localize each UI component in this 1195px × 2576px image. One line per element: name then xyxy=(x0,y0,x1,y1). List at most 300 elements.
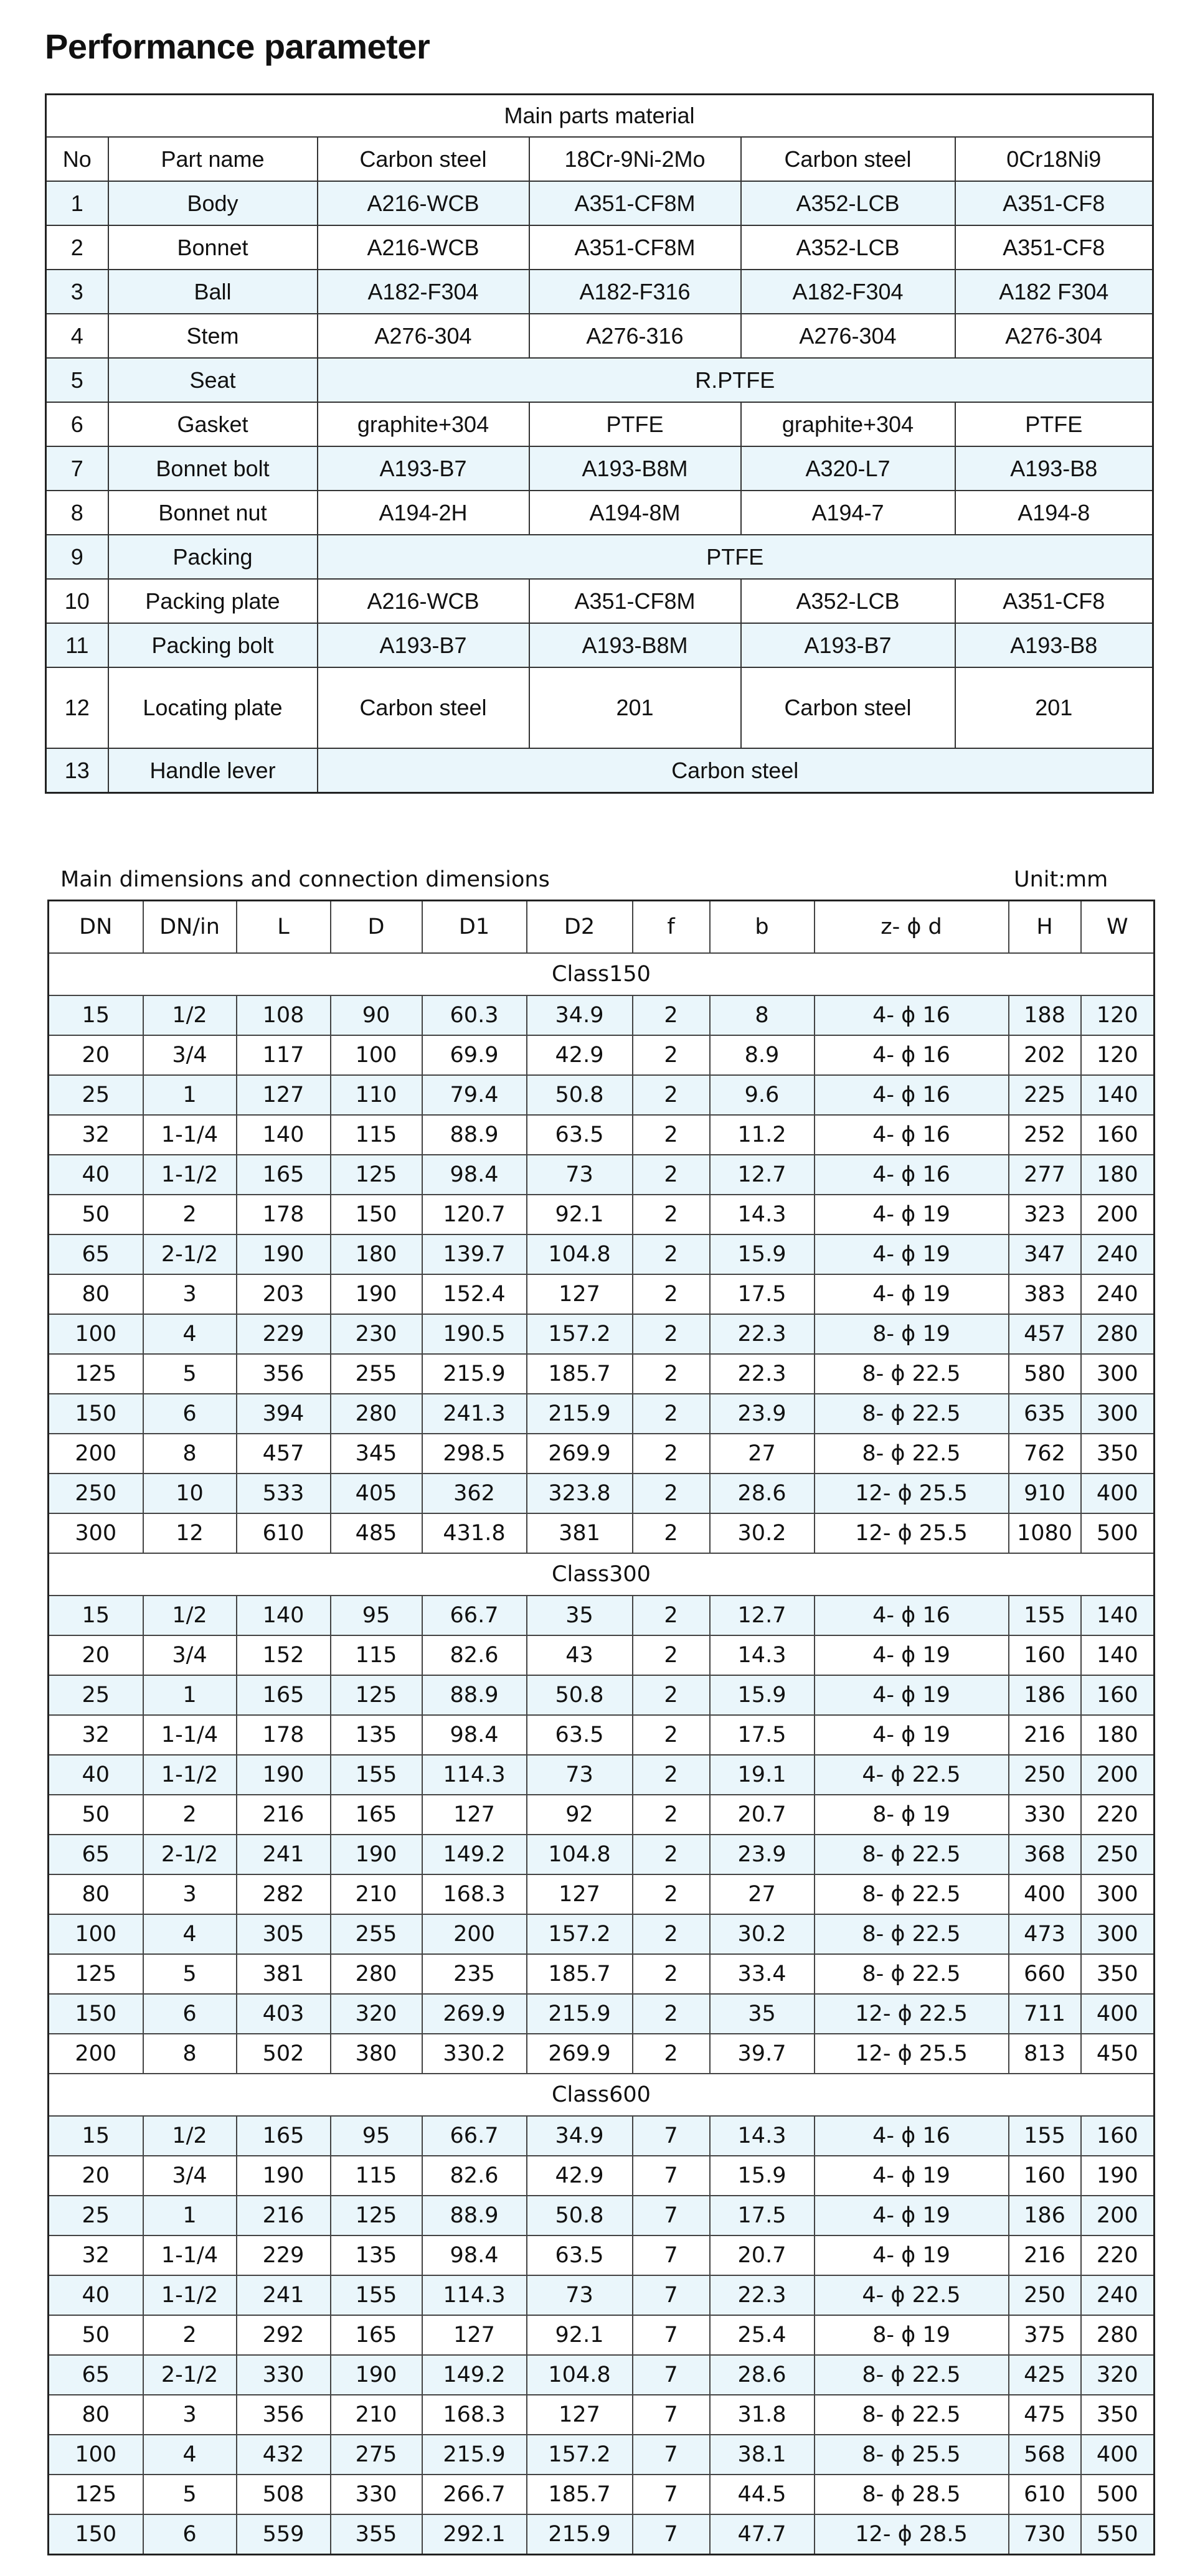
dimensions-cell: 7 xyxy=(633,2435,710,2475)
dimensions-cell: 215.9 xyxy=(527,1394,633,1434)
dimensions-cell: 8- ϕ 19 xyxy=(815,2315,1009,2355)
dimensions-cell: 155 xyxy=(331,2275,422,2315)
dimensions-cell: 155 xyxy=(331,1755,422,1795)
dimensions-cell: 4- ϕ 19 xyxy=(815,1635,1009,1675)
dimensions-header-cell: D1 xyxy=(422,901,527,954)
dimensions-cell: 40 xyxy=(49,2275,143,2315)
dimensions-row xyxy=(49,2355,1155,2395)
dimensions-cell: 4- ϕ 16 xyxy=(815,1035,1009,1075)
dimensions-cell: 165 xyxy=(237,1155,331,1195)
dimensions-cell: 8- ϕ 19 xyxy=(815,1314,1009,1354)
dimensions-cell: 2 xyxy=(633,1635,710,1675)
materials-row xyxy=(46,358,1153,402)
dimensions-cell: 108 xyxy=(237,995,331,1035)
dimensions-cell: 7 xyxy=(633,2475,710,2514)
dimensions-cell: 350 xyxy=(1081,2395,1155,2435)
dimensions-cell: 180 xyxy=(331,1234,422,1274)
dimensions-cell: 33.4 xyxy=(710,1954,815,1994)
dimensions-cell: 15 xyxy=(49,2116,143,2156)
dimensions-header-cell: f xyxy=(633,901,710,954)
dimensions-cell: 80 xyxy=(49,1274,143,1314)
dimensions-cell: 4- ϕ 16 xyxy=(815,1155,1009,1195)
dimensions-cell: 300 xyxy=(1081,1914,1155,1954)
dimensions-cell: 280 xyxy=(331,1394,422,1434)
dimensions-cell: 80 xyxy=(49,1874,143,1914)
dimensions-row xyxy=(49,1635,1155,1675)
dimensions-cell: 4- ϕ 19 xyxy=(815,2235,1009,2275)
dimensions-cell: 115 xyxy=(331,1635,422,1675)
dimensions-cell: 125 xyxy=(331,1155,422,1195)
materials-row xyxy=(46,314,1153,358)
dimensions-cell: 168.3 xyxy=(422,1874,527,1914)
materials-cell: 10 xyxy=(46,579,108,623)
materials-cell: A182-F316 xyxy=(529,270,741,314)
dimensions-cell: 400 xyxy=(1081,1994,1155,2034)
dimensions-cell: 8.9 xyxy=(710,1035,815,1075)
materials-header-cell: Carbon steel xyxy=(318,137,529,181)
class-heading: Class150 xyxy=(49,953,1155,995)
dimensions-row xyxy=(49,2275,1155,2315)
dimensions-cell: 6 xyxy=(143,2514,237,2555)
materials-cell: Ball xyxy=(108,270,318,314)
dimensions-cell: 2 xyxy=(633,1954,710,1994)
dimensions-row xyxy=(49,2475,1155,2514)
dimensions-cell: 139.7 xyxy=(422,1234,527,1274)
dimensions-cell: 4- ϕ 19 xyxy=(815,1195,1009,1234)
dimensions-cell: 50.8 xyxy=(527,2196,633,2235)
dimensions-cell: 280 xyxy=(1081,1314,1155,1354)
dimensions-cell: 568 xyxy=(1009,2435,1081,2475)
dimensions-cell: 2 xyxy=(633,1354,710,1394)
dimensions-row xyxy=(49,1394,1155,1434)
dimensions-cell: 355 xyxy=(331,2514,422,2555)
dimensions-cell: 241 xyxy=(237,1835,331,1874)
dimensions-cell: 292 xyxy=(237,2315,331,2355)
dimensions-row xyxy=(49,2435,1155,2475)
dimensions-cell: 255 xyxy=(331,1354,422,1394)
dimensions-header-cell: L xyxy=(237,901,331,954)
dimensions-cell: 345 xyxy=(331,1434,422,1474)
dimensions-cell: 185.7 xyxy=(527,1954,633,1994)
dimensions-cell: 2 xyxy=(143,2315,237,2355)
dimensions-cell: 82.6 xyxy=(422,2156,527,2196)
dimensions-cell: 22.3 xyxy=(710,1314,815,1354)
dimensions-cell: 250 xyxy=(1009,1755,1081,1795)
dimensions-cell: 90 xyxy=(331,995,422,1035)
dimensions-cell: 216 xyxy=(1009,2235,1081,2275)
dimensions-cell: 383 xyxy=(1009,1274,1081,1314)
dimensions-cell: 25 xyxy=(49,1075,143,1115)
materials-cell: A276-304 xyxy=(318,314,529,358)
dimensions-cell: 35 xyxy=(710,1994,815,2034)
dimensions-cell: 2 xyxy=(633,1234,710,1274)
dimensions-cell: 190.5 xyxy=(422,1314,527,1354)
dimensions-cell: 240 xyxy=(1081,1274,1155,1314)
dimensions-cell: 500 xyxy=(1081,2475,1155,2514)
dimensions-cell: 300 xyxy=(49,1513,143,1553)
dimensions-cell: 215.9 xyxy=(527,1994,633,2034)
dimensions-cell: 292.1 xyxy=(422,2514,527,2555)
dimensions-cell: 15 xyxy=(49,995,143,1035)
dimensions-cell: 12- ϕ 25.5 xyxy=(815,1474,1009,1513)
dimensions-cell: 150 xyxy=(49,1994,143,2034)
dimensions-cell: 350 xyxy=(1081,1954,1155,1994)
dimensions-cell: 160 xyxy=(1081,2116,1155,2156)
dimensions-cell: 250 xyxy=(1081,1835,1155,1874)
dimensions-cell: 4- ϕ 16 xyxy=(815,2116,1009,2156)
dimensions-cell: 63.5 xyxy=(527,1115,633,1155)
dimensions-cell: 14.3 xyxy=(710,1635,815,1675)
materials-row xyxy=(46,446,1153,491)
dimensions-cell: 7 xyxy=(633,2395,710,2435)
dimensions-cell: 4 xyxy=(143,1314,237,1354)
materials-cell: PTFE xyxy=(955,402,1153,446)
dimensions-cell: 220 xyxy=(1081,2235,1155,2275)
materials-header-cell: 18Cr-9Ni-2Mo xyxy=(529,137,741,181)
dimensions-cell: 432 xyxy=(237,2435,331,2475)
dimensions-cell: 117 xyxy=(237,1035,331,1075)
dimensions-cell: 282 xyxy=(237,1874,331,1914)
dimensions-cell: 155 xyxy=(1009,2116,1081,2156)
dimensions-cell: 100 xyxy=(49,1314,143,1354)
dimensions-cell: 2 xyxy=(633,1675,710,1715)
dimensions-cell: 188 xyxy=(1009,995,1081,1035)
dimensions-cell: 405 xyxy=(331,1474,422,1513)
dimensions-cell: 323.8 xyxy=(527,1474,633,1513)
dimensions-cell: 200 xyxy=(49,2034,143,2074)
dimensions-cell: 47.7 xyxy=(710,2514,815,2555)
dimensions-cell: 2 xyxy=(633,1035,710,1075)
dimensions-row xyxy=(49,1914,1155,1954)
dimensions-cell: 356 xyxy=(237,2395,331,2435)
dimensions-cell: 82.6 xyxy=(422,1635,527,1675)
dimensions-cell: 4- ϕ 19 xyxy=(815,1274,1009,1314)
materials-cell: Locating plate xyxy=(108,667,318,748)
dimensions-cell: 80 xyxy=(49,2395,143,2435)
dimensions-cell: 2 xyxy=(633,1274,710,1314)
dimensions-cell: 508 xyxy=(237,2475,331,2514)
dimensions-cell: 125 xyxy=(331,2196,422,2235)
dimensions-cell: 1 xyxy=(143,2196,237,2235)
dimensions-cell: 210 xyxy=(331,1874,422,1914)
dimensions-cell: 4- ϕ 22.5 xyxy=(815,1755,1009,1795)
dimensions-cell: 8- ϕ 19 xyxy=(815,1795,1009,1835)
dimensions-cell: 185.7 xyxy=(527,1354,633,1394)
materials-cell: 6 xyxy=(46,402,108,446)
dimensions-cell: 35 xyxy=(527,1596,633,1635)
dimensions-cell: 7 xyxy=(633,2275,710,2315)
dimensions-cell: 150 xyxy=(49,2514,143,2555)
materials-header-cell: Part name xyxy=(108,137,318,181)
dimensions-cell: 400 xyxy=(1081,2435,1155,2475)
dimensions-cell: 8 xyxy=(710,995,815,1035)
dimensions-cell: 88.9 xyxy=(422,1115,527,1155)
dimensions-cell: 8- ϕ 22.5 xyxy=(815,1914,1009,1954)
dimensions-cell: 92.1 xyxy=(527,1195,633,1234)
dimensions-cell: 95 xyxy=(331,1596,422,1635)
dimensions-cell: 362 xyxy=(422,1474,527,1513)
dimensions-cell: 125 xyxy=(49,1354,143,1394)
dimensions-cell: 320 xyxy=(1081,2355,1155,2395)
dimensions-cell: 4- ϕ 19 xyxy=(815,1675,1009,1715)
dimensions-cell: 216 xyxy=(237,2196,331,2235)
dimensions-cell: 403 xyxy=(237,1994,331,2034)
dimensions-header-cell: DN xyxy=(49,901,143,954)
dimensions-header-cell: b xyxy=(710,901,815,954)
dimensions-cell: 8- ϕ 25.5 xyxy=(815,2435,1009,2475)
dimensions-cell: 330 xyxy=(1009,1795,1081,1835)
dimensions-cell: 350 xyxy=(1081,1434,1155,1474)
materials-cell: A193-B8M xyxy=(529,446,741,491)
dimensions-cell: 178 xyxy=(237,1715,331,1755)
dimensions-cell: 12- ϕ 28.5 xyxy=(815,2514,1009,2555)
dimensions-cell: 165 xyxy=(331,2315,422,2355)
dimensions-cell: 127 xyxy=(527,2395,633,2435)
dimensions-cell: 2 xyxy=(143,1795,237,1835)
dimensions-cell: 330 xyxy=(331,2475,422,2514)
dimensions-cell: 347 xyxy=(1009,1234,1081,1274)
dimensions-cell: 135 xyxy=(331,1715,422,1755)
dimensions-cell: 120.7 xyxy=(422,1195,527,1234)
dimensions-cell: 368 xyxy=(1009,1835,1081,1874)
dimensions-cell: 1 xyxy=(143,1075,237,1115)
materials-row xyxy=(46,402,1153,446)
dimensions-cell: 8- ϕ 22.5 xyxy=(815,1434,1009,1474)
dimensions-cell: 190 xyxy=(331,1835,422,1874)
dimensions-cell: 114.3 xyxy=(422,1755,527,1795)
dimensions-cell: 200 xyxy=(1081,1755,1155,1795)
dimensions-cell: 20 xyxy=(49,1635,143,1675)
dimensions-header-cell: DN/in xyxy=(143,901,237,954)
materials-cell: graphite+304 xyxy=(318,402,529,446)
dimensions-cell: 220 xyxy=(1081,1795,1155,1835)
class-heading: Class600 xyxy=(49,2074,1155,2116)
dimensions-cell: 320 xyxy=(331,1994,422,2034)
dimensions-cell: 39.7 xyxy=(710,2034,815,2074)
dimensions-cell: 711 xyxy=(1009,1994,1081,2034)
dimensions-cell: 23.9 xyxy=(710,1835,815,1874)
dimensions-cell: 4- ϕ 16 xyxy=(815,995,1009,1035)
materials-cell: Carbon steel xyxy=(318,667,529,748)
dimensions-cell: 127 xyxy=(527,1274,633,1314)
dimensions-cell: 168.3 xyxy=(422,2395,527,2435)
dimensions-cell: 140 xyxy=(1081,1635,1155,1675)
materials-cell: graphite+304 xyxy=(741,402,955,446)
dimensions-cell: 114.3 xyxy=(422,2275,527,2315)
materials-cell: 4 xyxy=(46,314,108,358)
dimensions-cell: 180 xyxy=(1081,1155,1155,1195)
dimensions-cell: 5 xyxy=(143,1354,237,1394)
dimensions-cell: 50 xyxy=(49,1195,143,1234)
materials-cell: A216-WCB xyxy=(318,579,529,623)
materials-cell: A276-316 xyxy=(529,314,741,358)
dimensions-cell: 98.4 xyxy=(422,2235,527,2275)
materials-header-row xyxy=(46,137,1153,181)
materials-cell: Gasket xyxy=(108,402,318,446)
dimensions-cell: 2 xyxy=(633,2034,710,2074)
dimensions-cell: 120 xyxy=(1081,1035,1155,1075)
dimensions-row xyxy=(49,1075,1155,1115)
materials-cell: Packing bolt xyxy=(108,623,318,667)
materials-cell: 1 xyxy=(46,181,108,225)
materials-row xyxy=(46,491,1153,535)
materials-cell: 201 xyxy=(529,667,741,748)
dimensions-cell: 266.7 xyxy=(422,2475,527,2514)
dimensions-cell: 1-1/4 xyxy=(143,1715,237,1755)
dimensions-row xyxy=(49,2514,1155,2555)
dimensions-cell: 8- ϕ 22.5 xyxy=(815,2395,1009,2435)
dimensions-cell: 178 xyxy=(237,1195,331,1234)
dimensions-cell: 1-1/4 xyxy=(143,1115,237,1155)
dimensions-cell: 190 xyxy=(237,1755,331,1795)
dimensions-cell: 186 xyxy=(1009,2196,1081,2235)
dimensions-cell: 125 xyxy=(49,2475,143,2514)
materials-cell: A193-B8M xyxy=(529,623,741,667)
dimensions-cell: 3/4 xyxy=(143,1035,237,1075)
dimensions-cell: 250 xyxy=(49,1474,143,1513)
materials-cell: A216-WCB xyxy=(318,181,529,225)
dimensions-cell: 190 xyxy=(237,1234,331,1274)
dimensions-cell: 280 xyxy=(331,1954,422,1994)
dimensions-cell: 28.6 xyxy=(710,2355,815,2395)
materials-cell: 7 xyxy=(46,446,108,491)
dimensions-cell: 127 xyxy=(527,1874,633,1914)
materials-cell: A194-7 xyxy=(741,491,955,535)
dimensions-cell: 4- ϕ 16 xyxy=(815,1596,1009,1635)
dimensions-header-cell: H xyxy=(1009,901,1081,954)
dimensions-cell: 152.4 xyxy=(422,1274,527,1314)
dimensions-cell: 20 xyxy=(49,2156,143,2196)
materials-cell: A351-CF8M xyxy=(529,181,741,225)
dimensions-cell: 3 xyxy=(143,1274,237,1314)
materials-cell: 201 xyxy=(955,667,1153,748)
dimensions-cell: 2 xyxy=(633,1474,710,1513)
dimensions-cell: 135 xyxy=(331,2235,422,2275)
dimensions-cell: 2 xyxy=(633,1596,710,1635)
dimensions-row xyxy=(49,1835,1155,1874)
dimensions-cell: 63.5 xyxy=(527,1715,633,1755)
materials-cell: A182 F304 xyxy=(955,270,1153,314)
dimensions-row xyxy=(49,1035,1155,1075)
dimensions-cell: 25 xyxy=(49,2196,143,2235)
dimensions-cell: 300 xyxy=(1081,1354,1155,1394)
dimensions-cell: 229 xyxy=(237,2235,331,2275)
dimensions-cell: 2 xyxy=(143,1195,237,1234)
dimensions-cell: 32 xyxy=(49,2235,143,2275)
dimensions-cell: 6 xyxy=(143,1394,237,1434)
materials-row xyxy=(46,623,1153,667)
dimensions-cell: 98.4 xyxy=(422,1155,527,1195)
dimensions-cell: 2 xyxy=(633,1394,710,1434)
dimensions-cell: 7 xyxy=(633,2315,710,2355)
dimensions-cell: 100 xyxy=(49,1914,143,1954)
materials-cell: A193-B7 xyxy=(741,623,955,667)
dimensions-row xyxy=(49,2235,1155,2275)
dimensions-cell: 22.3 xyxy=(710,1354,815,1394)
dimensions-cell: 42.9 xyxy=(527,2156,633,2196)
dimensions-cell: 610 xyxy=(1009,2475,1081,2514)
dimensions-cell: 215.9 xyxy=(422,1354,527,1394)
dimensions-cell: 22.3 xyxy=(710,2275,815,2315)
dimensions-row xyxy=(49,1434,1155,1474)
dimensions-cell: 60.3 xyxy=(422,995,527,1035)
dimensions-cell: 104.8 xyxy=(527,1234,633,1274)
dimensions-cell: 216 xyxy=(237,1795,331,1835)
dimensions-row xyxy=(49,1195,1155,1234)
dimensions-header-cell: W xyxy=(1081,901,1155,954)
dimensions-cell: 110 xyxy=(331,1075,422,1115)
dimensions-cell: 160 xyxy=(1081,1115,1155,1155)
dimensions-header-row xyxy=(49,901,1155,954)
dimensions-cell: 88.9 xyxy=(422,2196,527,2235)
dimensions-cell: 5 xyxy=(143,1954,237,1994)
materials-cell: A351-CF8 xyxy=(955,181,1153,225)
dimensions-cell: 4- ϕ 16 xyxy=(815,1075,1009,1115)
materials-cell: Packing xyxy=(108,535,318,579)
dimensions-row xyxy=(49,2116,1155,2156)
dimensions-cell: 4- ϕ 19 xyxy=(815,2156,1009,2196)
materials-row xyxy=(46,181,1153,225)
materials-header-cell: 0Cr18Ni9 xyxy=(955,137,1153,181)
dimensions-cell: 8 xyxy=(143,2034,237,2074)
dimensions-cell: 2 xyxy=(633,1994,710,2034)
dimensions-cell: 115 xyxy=(331,2156,422,2196)
dimensions-cell: 356 xyxy=(237,1354,331,1394)
dimensions-cell: 450 xyxy=(1081,2034,1155,2074)
dimensions-cell: 400 xyxy=(1081,1474,1155,1513)
dimensions-cell: 79.4 xyxy=(422,1075,527,1115)
dimensions-cell: 298.5 xyxy=(422,1434,527,1474)
dimensions-row xyxy=(49,1874,1155,1914)
dimensions-cell: 7 xyxy=(633,2116,710,2156)
dimensions-cell: 250 xyxy=(1009,2275,1081,2315)
dimensions-cell: 28.6 xyxy=(710,1474,815,1513)
dimensions-cell: 157.2 xyxy=(527,1314,633,1354)
dimensions-cell: 1-1/2 xyxy=(143,1755,237,1795)
materials-cell: A320-L7 xyxy=(741,446,955,491)
materials-cell: A194-8M xyxy=(529,491,741,535)
dimensions-cell: 1 xyxy=(143,1675,237,1715)
dimensions-cell: 165 xyxy=(331,1795,422,1835)
dimensions-cell: 160 xyxy=(1081,1675,1155,1715)
materials-caption-row xyxy=(46,95,1153,138)
dimensions-cell: 32 xyxy=(49,1115,143,1155)
materials-table xyxy=(45,93,1154,794)
materials-cell: 2 xyxy=(46,225,108,270)
dimensions-cell: 12- ϕ 22.5 xyxy=(815,1994,1009,2034)
dimensions-cell: 92.1 xyxy=(527,2315,633,2355)
dimensions-cell: 730 xyxy=(1009,2514,1081,2555)
dimensions-cell: 63.5 xyxy=(527,2235,633,2275)
dimensions-cell: 66.7 xyxy=(422,1596,527,1635)
dimensions-cell: 200 xyxy=(422,1914,527,1954)
dimensions-cell: 240 xyxy=(1081,2275,1155,2315)
class-heading: Class300 xyxy=(49,1553,1155,1596)
dimensions-cell: 635 xyxy=(1009,1394,1081,1434)
dimensions-cell: 3 xyxy=(143,2395,237,2435)
dimensions-cell: 381 xyxy=(237,1954,331,1994)
dimensions-cell: 15 xyxy=(49,1596,143,1635)
materials-caption: Main parts material xyxy=(46,95,1153,138)
dimensions-cell: 150 xyxy=(331,1195,422,1234)
dimensions-cell: 610 xyxy=(237,1513,331,1553)
dimensions-row xyxy=(49,1513,1155,1553)
dimensions-cell: 92 xyxy=(527,1795,633,1835)
dimensions-row xyxy=(49,1675,1155,1715)
dimensions-row xyxy=(49,1596,1155,1635)
dimensions-cell: 11.2 xyxy=(710,1115,815,1155)
dimensions-cell: 1/2 xyxy=(143,2116,237,2156)
